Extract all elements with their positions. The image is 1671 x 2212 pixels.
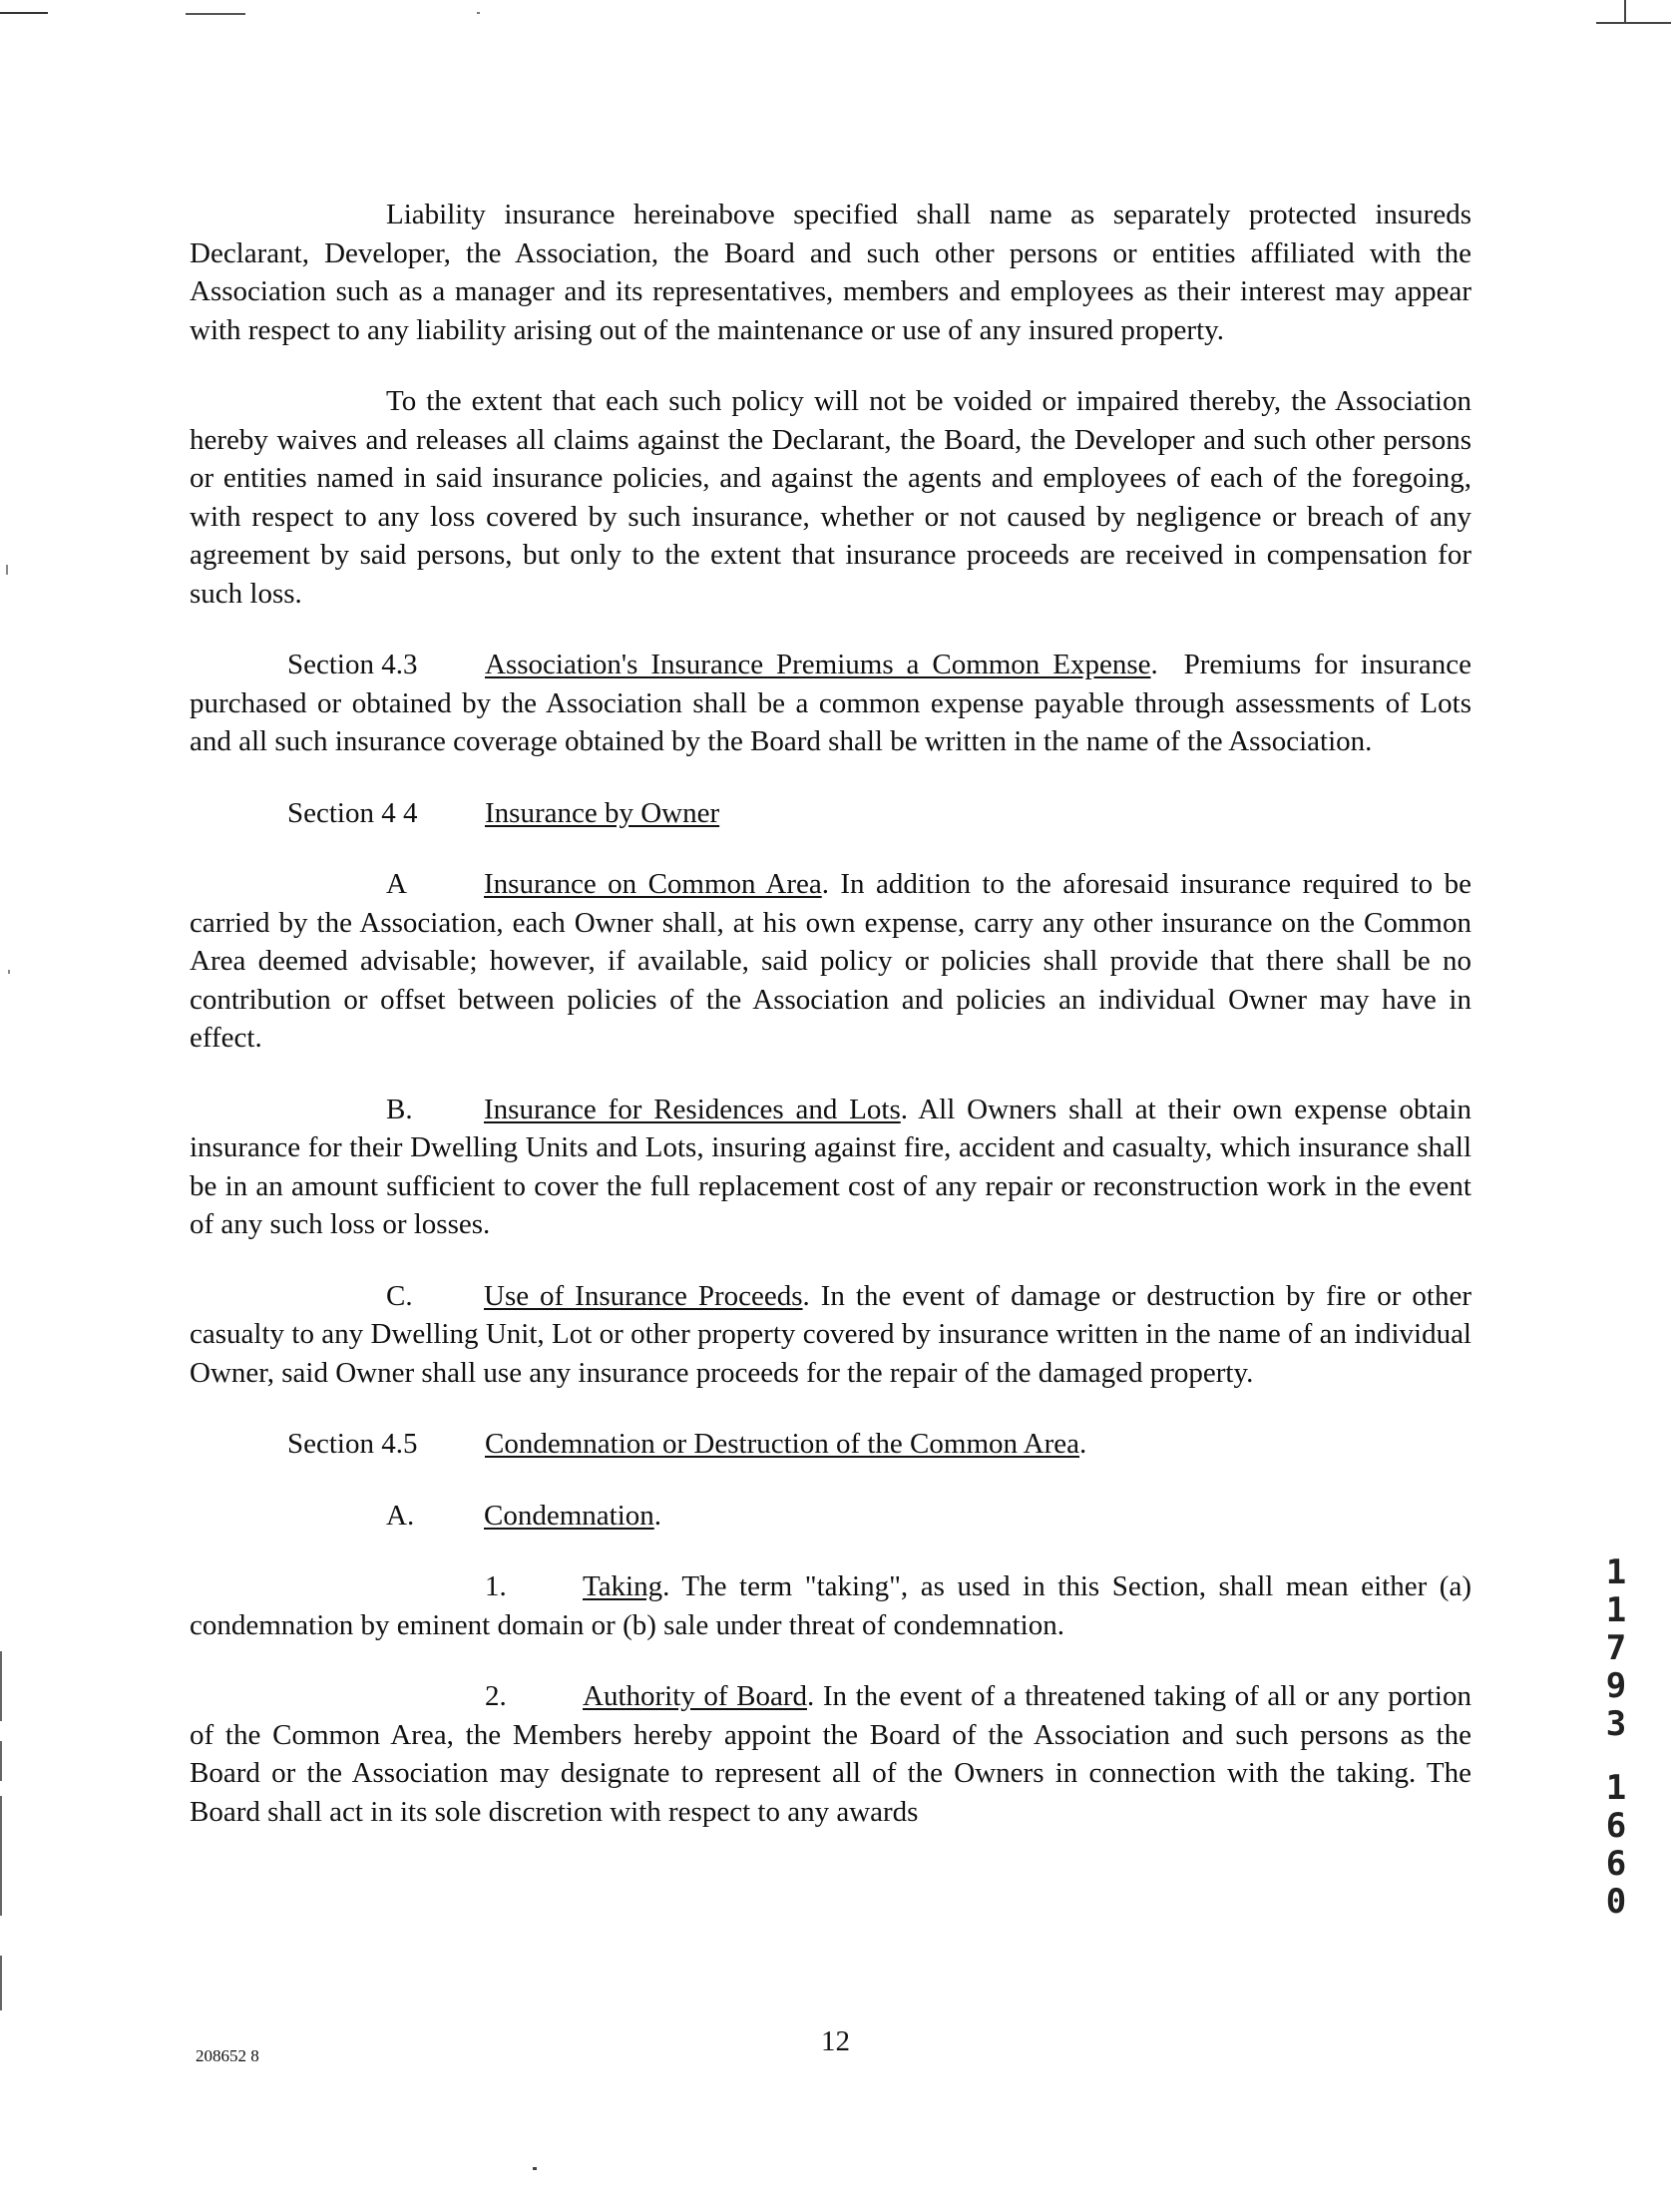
recording-number-stamp [1601,1553,1631,1921]
item-body: . The term "taking", as used in this Section, shall mean either (a) condemnation by eminent domain or (b) sale under threat of condemnation. [190,1570,1471,1641]
scan-mark-top-dot [477,12,480,14]
scan-edge-left-3 [0,1796,2,1916]
section-title: Insurance by Owner [485,796,720,829]
item-body: . In the event of a threatened taking of all or any portion of the Common Area, the Members hereby appoint the Board of the Association and such persons as the Board or the Association may designate to represent all of the Owners in connection with the taking. The Board shall act in its sole discretion with respect to any awards [190,1680,1471,1828]
scan-edge-left-2 [0,1741,2,1781]
section-4-5-heading [190,1425,1471,1464]
item-title: Taking [583,1570,663,1602]
section-label: Section 4 4 [287,796,418,829]
item-title: Authority of Board [583,1680,807,1712]
item-label: 1. [485,1570,507,1602]
section-4-3 [190,646,1471,761]
section-title-end: . [1079,1428,1087,1460]
scan-mark-top-left-2 [186,13,245,15]
scan-mark-top-right-vertical [1624,0,1626,22]
stamp-digit: 3 [1605,1704,1627,1744]
scan-mark-top-left [0,12,48,14]
scan-mark-left [6,565,8,575]
stamp-gap [1601,1743,1631,1769]
document-body [190,196,1471,1864]
scan-edge-left-4 [0,1956,2,2010]
stamp-digit: 1 [1605,1590,1627,1630]
subsection-label: C. [386,1279,413,1312]
section-title: Condemnation or Destruction of the Common Area [485,1428,1080,1460]
scan-mark-top-right-horizontal [1596,22,1671,24]
subsection-title: Condemnation [484,1499,654,1532]
subsection-title: Use of Insurance Proceeds [484,1279,803,1312]
subsection-title: Insurance on Common Area [484,868,822,900]
item-1-taking [190,1567,1471,1644]
section-title: Association's Insurance Premiums a Common Expense [485,649,1151,680]
subsection-body: . All Owners shall at their own expense obtain insurance for their Dwelling Units and Lots, insuring against fire, accident and casualty, which insurance shall be in an amount sufficient to cover the full replacement cost of any repair or reconstruction work in the event of any such loss or losses. [190,1093,1471,1240]
subsection-b-residences [190,1091,1471,1244]
stamp-digit: 1 [1605,1552,1627,1592]
paragraph-liability-insurance: Liability insurance hereinabove specified shall name as separately protected insureds Declarant, Developer, the Association, the Board and such other persons or entities affiliated with the Association such as a manager and its representatives, members and employees as their interest may appear with respect to any liability arising out of the maintenance or use of any insured property. [190,199,1471,346]
section-body: Premiums for insurance purchased or obtained by the Association shall be a common expense payable through assessments of Lots and all such insurance coverage obtained by the Board shall be written in the name of the Association. [190,649,1472,757]
stamp-digit: 6 [1605,1806,1627,1846]
subsection-title-end: . [653,1499,662,1532]
document-code: 208652 8 [196,2046,259,2065]
subsection-c-proceeds [190,1277,1471,1393]
stamp-digit: 0 [1605,1882,1627,1922]
subsection-label: A [386,868,407,900]
page-number: 12 [821,2025,850,2057]
stamp-digit: 1 [1605,1768,1627,1808]
subsection-body: . In addition to the aforesaid insurance required to be carried by the Association, each Owner shall, at his own expense, carry any other insurance on the Common Area deemed advisable; however, if available, said policy or policies shall provide that there shall be no contribution or offset between policies of the Association and policies an individual Owner may have in effect. [190,868,1471,1054]
subsection-title: Insurance for Residences and Lots [484,1093,901,1125]
subsection-body: . In the event of damage or destruction by fire or other casualty to any Dwelling Unit, Lot or other property covered by insurance written in the name of an individual Owner, said Owner shall use any insurance proceeds for the repair of the damaged property. [190,1279,1471,1389]
scan-mark-bottom [533,2167,537,2170]
scan-mark-left-2 [8,970,10,974]
stamp-digit: 7 [1605,1628,1627,1668]
stamp-digit: 6 [1605,1844,1627,1884]
paragraph-waiver: To the extent that each such policy will not be voided or impaired thereby, the Association hereby waives and releases all claims against the Declarant, the Board, the Developer and such other persons or entities named in said insurance policies, and against the agents and employees of each of the foregoing, with respect to any loss covered by such insurance, whether or not caused by negligence or breach of any agreement by said persons, but only to the extent that insurance proceeds are received in compensation for such loss. [190,385,1471,610]
subsection-label: B. [386,1093,413,1125]
section-title-end: . [1150,649,1158,680]
subsection-label: A. [386,1499,415,1532]
scan-edge-left-1 [0,1651,2,1721]
section-label: Section 4.3 [287,649,418,680]
item-2-authority [190,1677,1471,1831]
item-label: 2. [485,1680,507,1712]
section-4-4-heading [190,794,1471,833]
stamp-digit: 9 [1605,1666,1627,1706]
subsection-a-common-area [190,865,1471,1058]
section-label: Section 4.5 [287,1428,418,1460]
subsection-a-condemnation-heading [190,1497,1471,1536]
